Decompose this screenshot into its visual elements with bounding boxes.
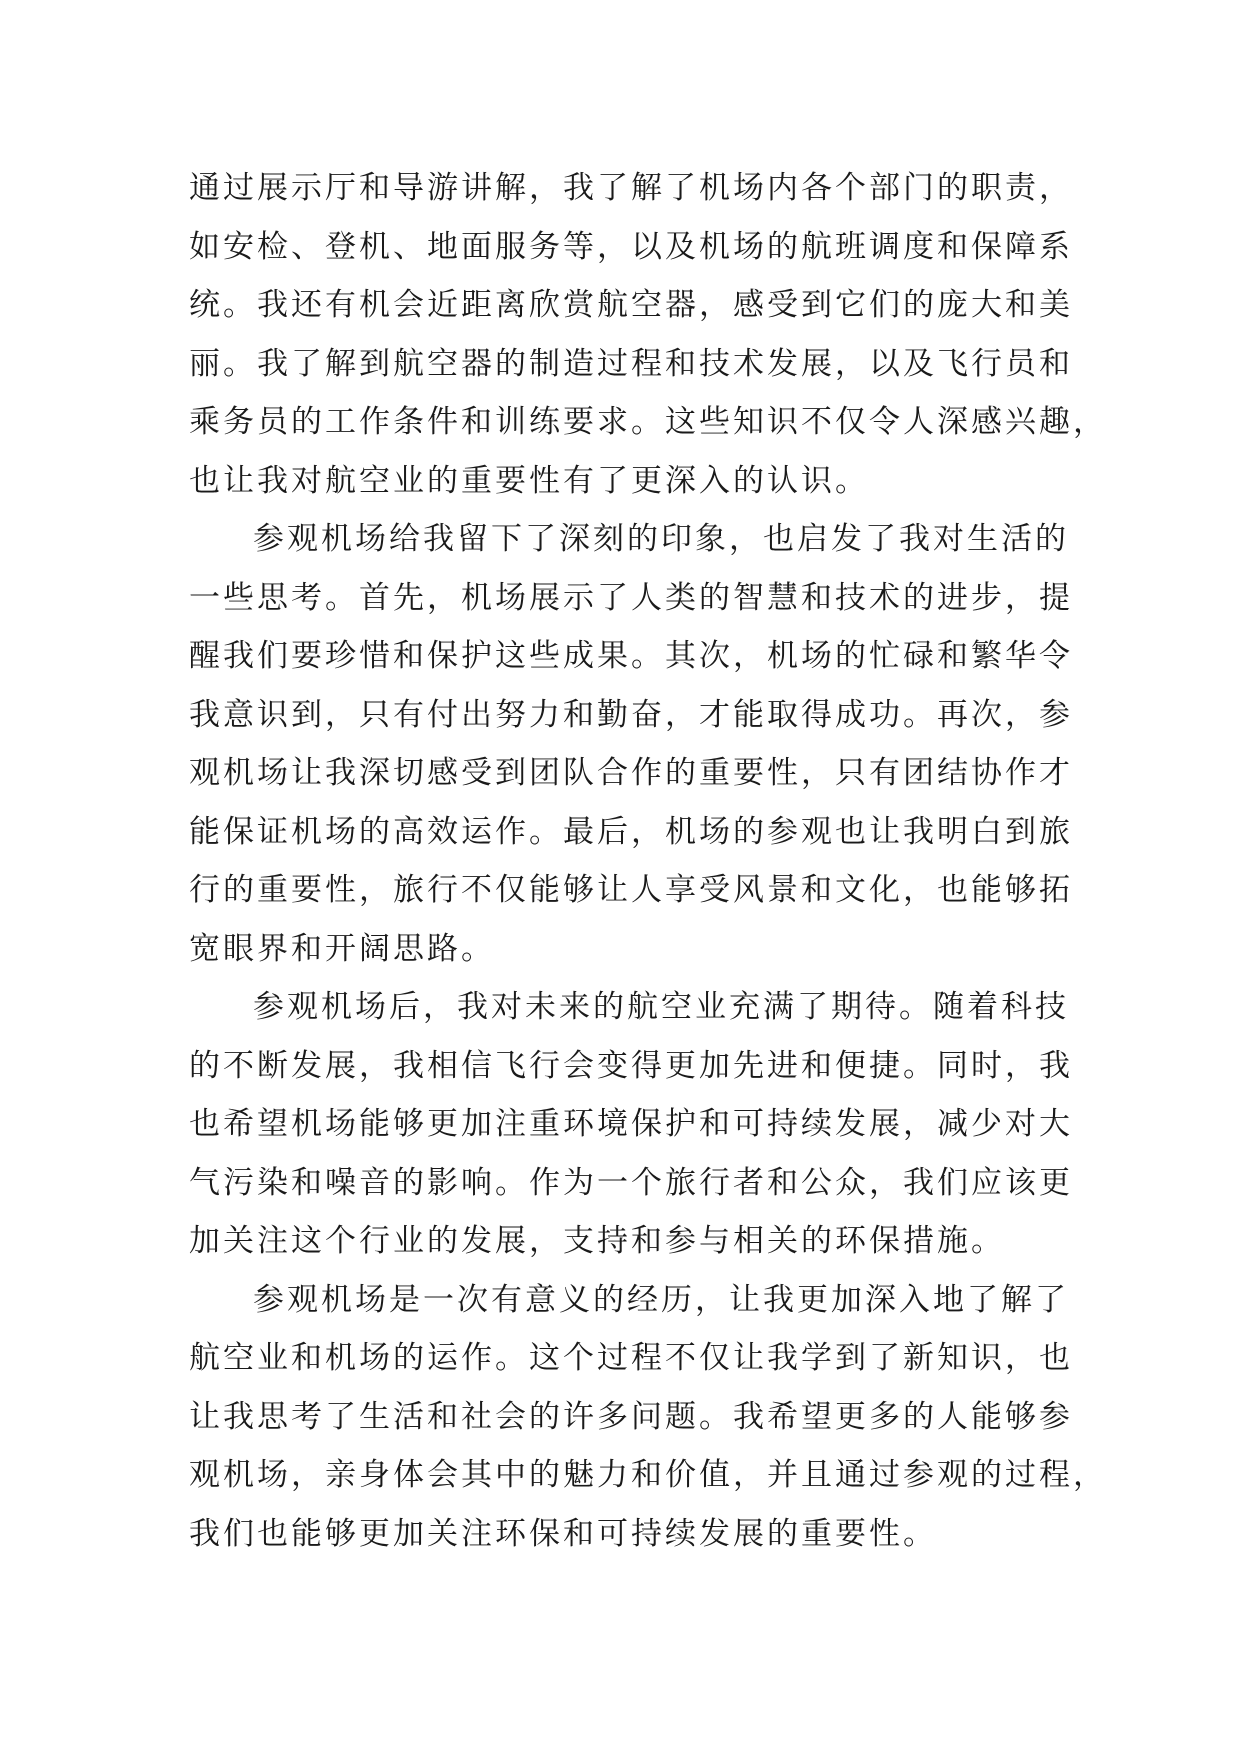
paragraph (189, 159, 1107, 510)
text-line: 宽眼界和开阔思路。 (189, 930, 495, 967)
text-line: 航空业和机场的运作。这个过程不仅让我学到了新知识，也 (189, 1340, 1073, 1376)
text-line: 观机场让我深切感受到团队合作的重要性，只有团结协作才 (189, 755, 1073, 791)
text-line: 观机场，亲身体会其中的魅力和价值，并且通过参观的过程， (189, 1457, 1107, 1493)
text-line: 气污染和噪音的影响。作为一个旅行者和公众，我们应该更 (189, 1164, 1073, 1201)
text-line: 的不断发展，我相信飞行会变得更加先进和便捷。同时，我 (189, 1047, 1073, 1084)
paragraph (189, 510, 1073, 978)
text-line: 也希望机场能够更加注重环境保护和可持续发展，减少对大 (189, 1106, 1073, 1142)
document-body (189, 159, 1107, 1563)
text-line: 也让我对航空业的重要性有了更深入的认识。 (189, 462, 869, 499)
paragraph (189, 1271, 1107, 1564)
text-line: 加关注这个行业的发展，支持和参与相关的环保措施。 (189, 1223, 1005, 1259)
text-line: 能保证机场的高效运作。最后，机场的参观也让我明白到旅 (189, 813, 1073, 850)
text-line: 让我思考了生活和社会的许多问题。我希望更多的人能够参 (189, 1398, 1073, 1435)
text-line: 参观机场后，我对未来的航空业充满了期待。随着科技 (253, 989, 1069, 1025)
text-line: 我们也能够更加关注环保和可持续发展的重要性。 (189, 1515, 937, 1552)
text-line: 统。我还有机会近距离欣赏航空器，感受到它们的庞大和美 (189, 287, 1073, 323)
text-line: 乘务员的工作条件和训练要求。这些知识不仅令人深感兴趣， (189, 404, 1107, 440)
paragraph (189, 978, 1073, 1271)
text-line: 丽。我了解到航空器的制造过程和技术发展，以及飞行员和 (189, 345, 1073, 382)
text-line: 我意识到，只有付出努力和勤奋，才能取得成功。再次，参 (189, 696, 1073, 733)
text-line: 参观机场给我留下了深刻的印象，也启发了我对生活的 (253, 521, 1069, 557)
text-line: 一些思考。首先，机场展示了人类的智慧和技术的进步，提 (189, 579, 1073, 616)
text-line: 参观机场是一次有意义的经历，让我更加深入地了解了 (253, 1281, 1069, 1318)
text-line: 行的重要性，旅行不仅能够让人享受风景和文化，也能够拓 (189, 872, 1073, 908)
text-line: 醒我们要珍惜和保护这些成果。其次，机场的忙碌和繁华令 (189, 638, 1073, 674)
text-line: 通过展示厅和导游讲解，我了解了机场内各个部门的职责， (189, 170, 1073, 206)
text-line: 如安检、登机、地面服务等，以及机场的航班调度和保障系 (189, 228, 1073, 265)
